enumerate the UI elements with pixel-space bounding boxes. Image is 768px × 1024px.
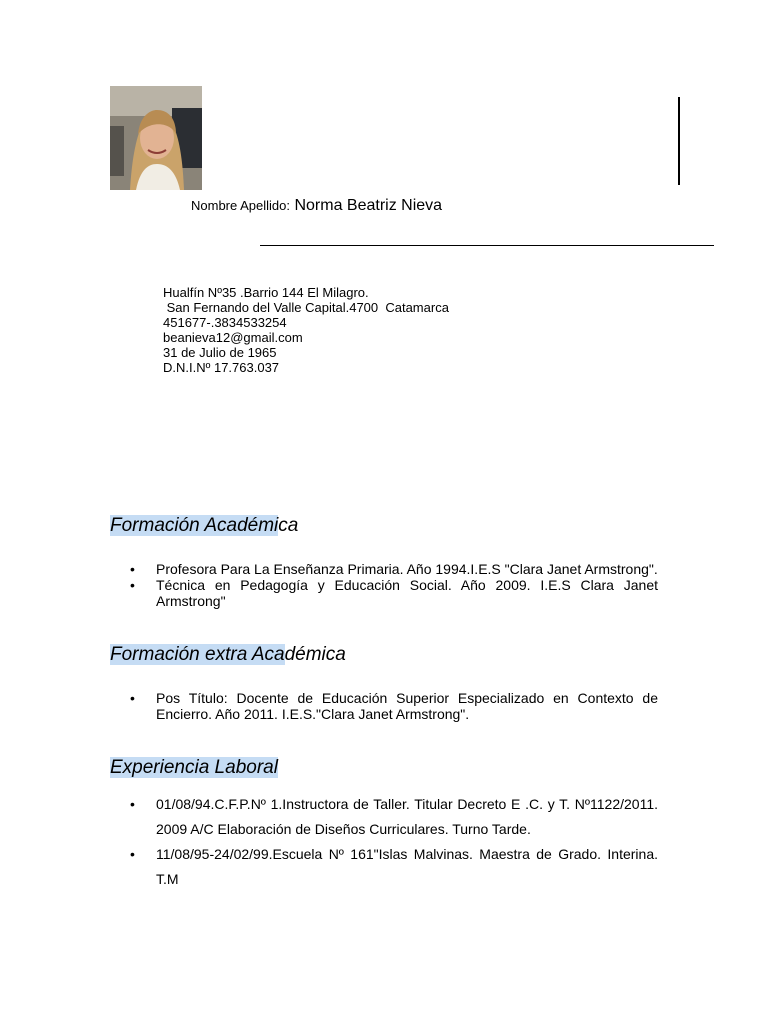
list-item: • Pos Título: Docente de Educación Superior Especializado en Contexto de Encierro. Año 2011. I.E.S."Clara Janet Armstrong".: [110, 690, 658, 722]
section-title-academic: Formación Académica: [110, 515, 299, 536]
academic-list: [110, 561, 658, 609]
phone: 451677-.3834533254: [163, 315, 287, 330]
section-title-extra: Formación extra Académica: [110, 644, 346, 665]
horizontal-rule: [260, 245, 714, 246]
list-item: • Técnica en Pedagogía y Educación Social. Año 2009. I.E.S Clara Janet Armstrong": [110, 577, 658, 609]
vertical-divider: [678, 97, 680, 185]
section-title-experience: Experiencia Laboral: [110, 757, 278, 778]
address-line-1: Hualfín Nº35 .Barrio 144 El Milagro.: [163, 285, 369, 300]
experience-list: [110, 792, 658, 892]
address-line-2: San Fernando del Valle Capital.4700 Catamarca: [163, 300, 449, 315]
list-item: • 01/08/94.C.F.P.Nº 1.Instructora de Taller. Titular Decreto E .C. y T. Nº1122/2011. 2009 A/C Elaboración de Diseños Curriculares. Turno Tarde.: [110, 792, 658, 842]
birth-date: 31 de Julio de 1965: [163, 345, 277, 360]
extra-list: [110, 690, 658, 722]
list-item: • Profesora Para La Enseñanza Primaria. Año 1994.I.E.S "Clara Janet Armstrong".: [110, 561, 658, 577]
contact-block: [163, 285, 449, 375]
profile-photo: [110, 86, 202, 190]
name-line: [191, 197, 442, 215]
name-label: Nombre Apellido:: [191, 198, 290, 213]
name-value: Norma Beatriz Nieva: [294, 197, 443, 214]
email: beanieva12@gmail.com: [163, 330, 303, 345]
dni: D.N.I.Nº 17.763.037: [163, 360, 280, 375]
list-item: • 11/08/95-24/02/99.Escuela Nº 161"Islas Malvinas. Maestra de Grado. Interina. T.M: [110, 842, 658, 892]
